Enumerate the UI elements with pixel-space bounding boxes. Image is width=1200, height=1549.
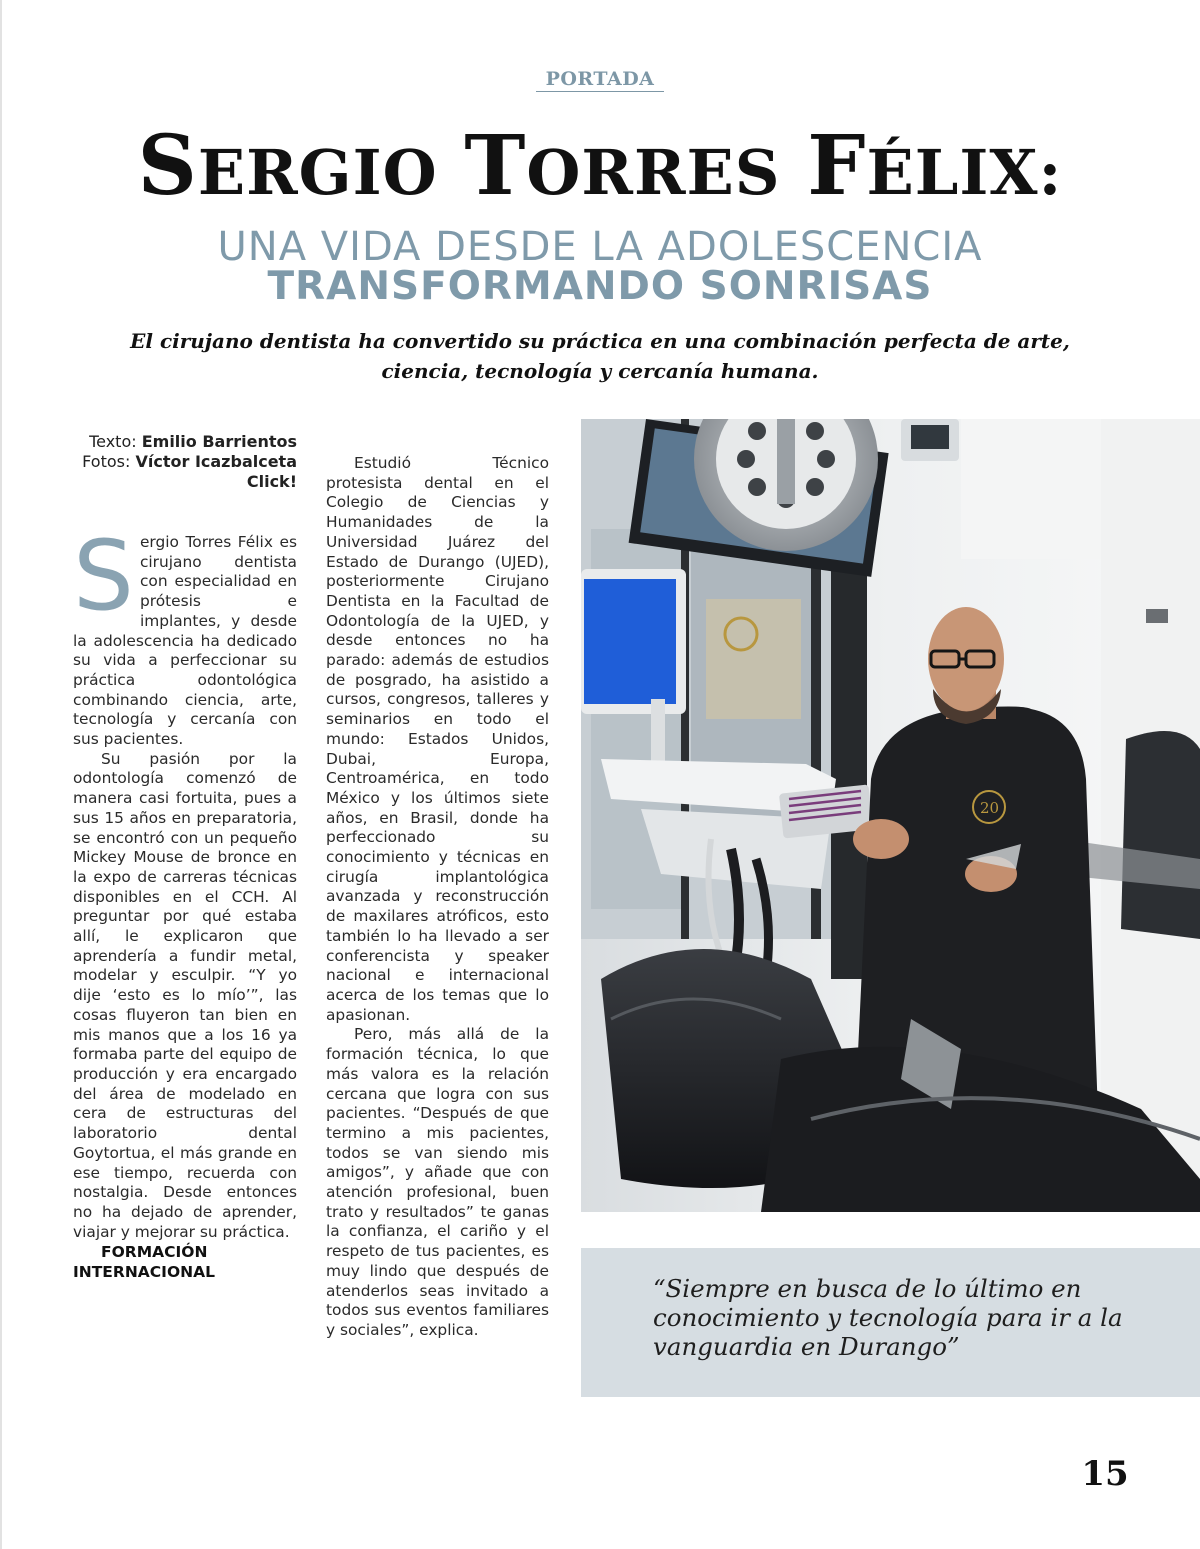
paragraph: Su pasión por la odontología comenzó de manera casi fortuita, pues a sus 15 años en preparatoria, se encontró con un pequeño Mickey Mouse de bronce en la expo de carreras técnicas disponibles en el CCH. Al preguntar por qué estaba allí, le explicaron que aprendería a fundir metal, modelar y esculpir. “Y yo dije ‘esto es lo mío’”, las cosas fluyeron tan bien en mis manos que a los 16 ya formaba parte del equipo de producción y era encargado del área de modelado en cera de estructuras del laboratorio dental Goytortua, el más grande en ese tiempo, recuerda con nostalgia. Desde entonces no ha dejado de aprender, viajar y mejorar su práctica. (73, 749, 297, 1241)
article-title: SERGIO TORRES FÉLIX: (137, 118, 1063, 214)
section-subhead: FORMACIÓN INTERNACIONAL (73, 1243, 215, 1282)
page-number: 15 (1081, 1454, 1129, 1494)
author-name: Emilio Barrientos (141, 432, 297, 451)
photographer-name: Víctor Icazbalceta (135, 452, 297, 471)
paragraph: Sergio Torres Félix es cirujano dentista con especialidad en prótesis e implantes, y desde la adolescencia ha dedicado su vida a perfeccionar su práctica odontológica combinando ciencia, arte, tecnología y cercanía con sus pacientes. (73, 520, 297, 749)
article-column-1 (73, 520, 297, 1282)
pull-quote-box (581, 1248, 1200, 1397)
drop-cap: S (73, 520, 134, 632)
paragraph: Pero, más allá de la formación técnica, lo que más valora es la relación cercana que logra con sus pacientes. “Después de que termino a mis pacientes, todos se van siendo mis amigos”, y añade que con atención profesional, buen trato y resultados” te ganas la confianza, el cariño y el respeto de tus pacientes, es muy lindo que después de atenderlos seas invitado a todos sus eventos familiares y sociales”, explica. (326, 1025, 549, 1339)
subtitle-line-2: TRANSFORMANDO SONRISAS (267, 264, 933, 309)
byline: Texto: Emilio Barrientos Fotos: Víctor Icazbalceta Click! (82, 432, 297, 491)
agency-name: Click! (246, 472, 297, 491)
section-label: PORTADA (0, 68, 1200, 92)
dentist-portrait-photo (581, 419, 1200, 1212)
pull-quote: “Siempre en busca de lo último en conocimiento y tecnología para ir a la vanguardia en Durango” (653, 1274, 1123, 1361)
paragraph: Estudió Técnico protesista dental en el Colegio de Ciencias y Humanidades de la Universidad Juárez del Estado de Durango (UJED), posteriormente Cirujano Dentista en la Facultad de Odontología de la UJED, y desde entonces no ha parado: además de estudios de posgrado, ha asistido a cursos, congresos, talleres y seminarios en todo el mundo: Estados Unidos, Dubai, Europa, Centroamérica, en todo México y los últimos siete años, en Brasil, donde ha perfeccionado su conocimiento y técnicas en cirugía implantológica avanzada y reconstrucción de maxilares atróficos, esto también lo ha llevado a ser conferencista y speaker nacional e internacional acerca de los temas que lo apasionan. (326, 454, 549, 1024)
jacket-logo: 20 (980, 799, 1000, 817)
subtitle-line-1: UNA VIDA DESDE LA ADOLESCENCIA (217, 224, 983, 270)
lead-paragraph: El cirujano dentista ha convertido su práctica en una combinación perfecta de arte, ciencia, tecnología y cercanía humana. (130, 329, 1070, 383)
article-column-2 (326, 454, 549, 1341)
